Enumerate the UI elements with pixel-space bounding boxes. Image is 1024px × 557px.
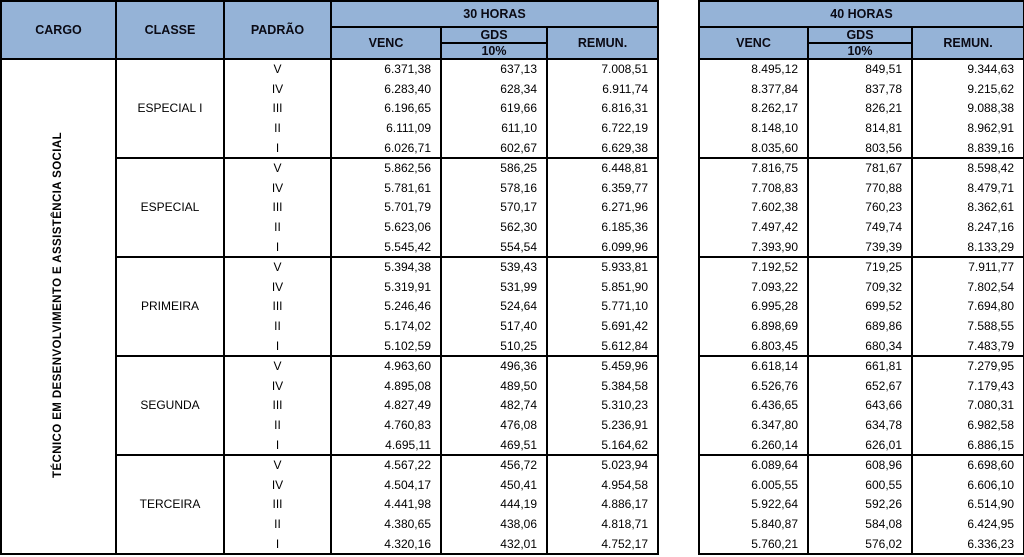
venc-40-cell: 6.436,65 xyxy=(699,396,808,416)
remun-30-cell: 6.629,38 xyxy=(547,138,658,158)
table-row xyxy=(699,59,1024,79)
remun-30-cell: 5.851,90 xyxy=(547,277,658,297)
venc-40-cell: 6.995,28 xyxy=(699,297,808,317)
gds-30-cell: 586,25 xyxy=(441,158,547,178)
header-30-gds: GDS xyxy=(441,27,547,43)
gds-30-cell: 554,54 xyxy=(441,237,547,257)
classe-cell: TERCEIRA xyxy=(116,455,224,554)
gds-40-cell: 803,56 xyxy=(808,138,912,158)
table-row xyxy=(699,297,1024,317)
venc-30-cell: 5.394,38 xyxy=(331,257,441,277)
padrao-cell: III xyxy=(224,396,331,416)
header-classe: CLASSE xyxy=(116,1,224,59)
remun-30-cell: 5.691,42 xyxy=(547,316,658,336)
padrao-cell: I xyxy=(224,138,331,158)
remun-40-cell: 6.982,58 xyxy=(912,415,1024,435)
venc-30-cell: 5.623,06 xyxy=(331,217,441,237)
table-row xyxy=(699,277,1024,297)
table-row xyxy=(699,356,1024,376)
remun-30-cell: 7.008,51 xyxy=(547,59,658,79)
venc-40-cell: 8.035,60 xyxy=(699,138,808,158)
table-row xyxy=(699,79,1024,99)
venc-40-cell: 6.347,80 xyxy=(699,415,808,435)
gds-30-cell: 562,30 xyxy=(441,217,547,237)
remun-40-cell: 8.962,91 xyxy=(912,118,1024,138)
padrao-cell: I xyxy=(224,237,331,257)
remun-40-cell: 6.606,10 xyxy=(912,475,1024,495)
table-row xyxy=(699,495,1024,515)
gds-30-cell: 444,19 xyxy=(441,495,547,515)
gds-30-cell: 611,10 xyxy=(441,118,547,138)
remun-30-cell: 6.359,77 xyxy=(547,178,658,198)
remun-40-cell: 9.088,38 xyxy=(912,99,1024,119)
table-row xyxy=(699,198,1024,218)
venc-40-cell: 6.618,14 xyxy=(699,356,808,376)
gds-40-cell: 837,78 xyxy=(808,79,912,99)
gds-40-cell: 634,78 xyxy=(808,415,912,435)
salary-table-40h xyxy=(698,0,1024,555)
venc-40-cell: 6.005,55 xyxy=(699,475,808,495)
gds-30-cell: 469,51 xyxy=(441,435,547,455)
remun-30-cell: 4.886,17 xyxy=(547,495,658,515)
classe-cell: SEGUNDA xyxy=(116,356,224,455)
table-row xyxy=(699,237,1024,257)
venc-30-cell: 6.111,09 xyxy=(331,118,441,138)
venc-30-cell: 6.026,71 xyxy=(331,138,441,158)
remun-40-cell: 9.344,63 xyxy=(912,59,1024,79)
classe-cell: ESPECIAL xyxy=(116,158,224,257)
venc-40-cell: 8.495,12 xyxy=(699,59,808,79)
gds-40-cell: 680,34 xyxy=(808,336,912,356)
table-row xyxy=(699,475,1024,495)
gds-30-cell: 637,13 xyxy=(441,59,547,79)
header-40-gds-pct: 10% xyxy=(808,43,912,59)
venc-30-cell: 5.246,46 xyxy=(331,297,441,317)
venc-40-cell: 8.377,84 xyxy=(699,79,808,99)
remun-40-cell: 8.247,16 xyxy=(912,217,1024,237)
venc-40-cell: 5.922,64 xyxy=(699,495,808,515)
gds-30-cell: 482,74 xyxy=(441,396,547,416)
table-row xyxy=(699,435,1024,455)
header-40-remun: REMUN. xyxy=(912,27,1024,59)
remun-30-cell: 6.185,36 xyxy=(547,217,658,237)
remun-30-cell: 6.722,19 xyxy=(547,118,658,138)
venc-40-cell: 8.262,17 xyxy=(699,99,808,119)
padrao-cell: IV xyxy=(224,178,331,198)
header-30-venc: VENC xyxy=(331,27,441,59)
venc-40-cell: 7.192,52 xyxy=(699,257,808,277)
remun-40-cell: 6.514,90 xyxy=(912,495,1024,515)
remun-40-cell: 6.698,60 xyxy=(912,455,1024,475)
venc-40-cell: 7.497,42 xyxy=(699,217,808,237)
table-row xyxy=(699,336,1024,356)
remun-40-cell: 6.336,23 xyxy=(912,534,1024,554)
remun-40-cell: 8.362,61 xyxy=(912,198,1024,218)
remun-40-cell: 7.179,43 xyxy=(912,376,1024,396)
gds-40-cell: 826,21 xyxy=(808,99,912,119)
venc-40-cell: 5.840,87 xyxy=(699,514,808,534)
remun-40-cell: 6.424,95 xyxy=(912,514,1024,534)
venc-40-cell: 6.089,64 xyxy=(699,455,808,475)
remun-30-cell: 5.771,10 xyxy=(547,297,658,317)
padrao-cell: III xyxy=(224,297,331,317)
padrao-cell: IV xyxy=(224,79,331,99)
table-row xyxy=(699,534,1024,554)
padrao-cell: V xyxy=(224,59,331,79)
venc-40-cell: 7.816,75 xyxy=(699,158,808,178)
venc-30-cell: 6.371,38 xyxy=(331,59,441,79)
cargo-cell xyxy=(1,59,116,554)
padrao-cell: IV xyxy=(224,475,331,495)
padrao-cell: III xyxy=(224,495,331,515)
table-row xyxy=(699,396,1024,416)
gds-30-cell: 524,64 xyxy=(441,297,547,317)
gds-40-cell: 739,39 xyxy=(808,237,912,257)
header-40-horas: 40 HORAS xyxy=(699,1,1024,27)
padrao-cell: V xyxy=(224,257,331,277)
padrao-cell: I xyxy=(224,336,331,356)
remun-30-cell: 5.023,94 xyxy=(547,455,658,475)
header-30-horas: 30 HORAS xyxy=(331,1,658,27)
gds-30-cell: 438,06 xyxy=(441,514,547,534)
remun-40-cell: 8.133,29 xyxy=(912,237,1024,257)
table-row xyxy=(699,376,1024,396)
padrao-cell: I xyxy=(224,534,331,554)
venc-30-cell: 4.320,16 xyxy=(331,534,441,554)
venc-40-cell: 7.708,83 xyxy=(699,178,808,198)
padrao-cell: IV xyxy=(224,277,331,297)
gds-40-cell: 689,86 xyxy=(808,316,912,336)
table-row xyxy=(699,455,1024,475)
gds-30-cell: 510,25 xyxy=(441,336,547,356)
remun-40-cell: 7.911,77 xyxy=(912,257,1024,277)
venc-30-cell: 4.895,08 xyxy=(331,376,441,396)
gds-40-cell: 592,26 xyxy=(808,495,912,515)
header-40-venc: VENC xyxy=(699,27,808,59)
gds-30-cell: 619,66 xyxy=(441,99,547,119)
cargo-label: TÉCNICO EM DESENVOLVIMENTO E ASSISTÊNCIA SOCIAL xyxy=(51,131,64,478)
venc-30-cell: 4.441,98 xyxy=(331,495,441,515)
table-row xyxy=(699,178,1024,198)
remun-40-cell: 7.483,79 xyxy=(912,336,1024,356)
gds-40-cell: 643,66 xyxy=(808,396,912,416)
venc-30-cell: 4.567,22 xyxy=(331,455,441,475)
gds-30-cell: 628,34 xyxy=(441,79,547,99)
table-row xyxy=(699,415,1024,435)
gds-40-cell: 626,01 xyxy=(808,435,912,455)
gds-40-cell: 600,55 xyxy=(808,475,912,495)
gds-30-cell: 432,01 xyxy=(441,534,547,554)
gds-30-cell: 570,17 xyxy=(441,198,547,218)
classe-cell: PRIMEIRA xyxy=(116,257,224,356)
venc-30-cell: 5.781,61 xyxy=(331,178,441,198)
remun-30-cell: 6.448,81 xyxy=(547,158,658,178)
venc-30-cell: 5.174,02 xyxy=(331,316,441,336)
table-row xyxy=(699,514,1024,534)
venc-30-cell: 6.283,40 xyxy=(331,79,441,99)
header-30-remun: REMUN. xyxy=(547,27,658,59)
table-30-body xyxy=(1,59,658,554)
venc-40-cell: 6.526,76 xyxy=(699,376,808,396)
remun-30-cell: 5.164,62 xyxy=(547,435,658,455)
remun-30-cell: 5.384,58 xyxy=(547,376,658,396)
header-padrao: PADRÃO xyxy=(224,1,331,59)
gds-40-cell: 709,32 xyxy=(808,277,912,297)
table-row xyxy=(699,316,1024,336)
gds-30-cell: 531,99 xyxy=(441,277,547,297)
venc-30-cell: 4.504,17 xyxy=(331,475,441,495)
gds-40-cell: 849,51 xyxy=(808,59,912,79)
gds-30-cell: 578,16 xyxy=(441,178,547,198)
remun-40-cell: 6.886,15 xyxy=(912,435,1024,455)
remun-40-cell: 8.479,71 xyxy=(912,178,1024,198)
padrao-cell: I xyxy=(224,435,331,455)
table-row xyxy=(699,217,1024,237)
padrao-cell: III xyxy=(224,198,331,218)
padrao-cell: V xyxy=(224,356,331,376)
venc-30-cell: 5.701,79 xyxy=(331,198,441,218)
gds-40-cell: 770,88 xyxy=(808,178,912,198)
padrao-cell: V xyxy=(224,158,331,178)
gds-40-cell: 576,02 xyxy=(808,534,912,554)
gds-40-cell: 814,81 xyxy=(808,118,912,138)
table-row xyxy=(1,59,658,79)
padrao-cell: III xyxy=(224,99,331,119)
table-row xyxy=(699,158,1024,178)
venc-40-cell: 7.393,90 xyxy=(699,237,808,257)
remun-30-cell: 6.911,74 xyxy=(547,79,658,99)
venc-30-cell: 5.545,42 xyxy=(331,237,441,257)
gds-30-cell: 496,36 xyxy=(441,356,547,376)
padrao-cell: II xyxy=(224,415,331,435)
gds-30-cell: 489,50 xyxy=(441,376,547,396)
padrao-cell: II xyxy=(224,118,331,138)
remun-30-cell: 6.816,31 xyxy=(547,99,658,119)
venc-30-cell: 6.196,65 xyxy=(331,99,441,119)
remun-40-cell: 8.598,42 xyxy=(912,158,1024,178)
venc-40-cell: 6.260,14 xyxy=(699,435,808,455)
remun-30-cell: 6.271,96 xyxy=(547,198,658,218)
padrao-cell: IV xyxy=(224,376,331,396)
gds-30-cell: 450,41 xyxy=(441,475,547,495)
table-row xyxy=(699,257,1024,277)
padrao-cell: II xyxy=(224,217,331,237)
padrao-cell: V xyxy=(224,455,331,475)
remun-40-cell: 7.694,80 xyxy=(912,297,1024,317)
venc-30-cell: 4.760,83 xyxy=(331,415,441,435)
venc-30-cell: 4.963,60 xyxy=(331,356,441,376)
gds-40-cell: 699,52 xyxy=(808,297,912,317)
remun-40-cell: 8.839,16 xyxy=(912,138,1024,158)
remun-40-cell: 7.279,95 xyxy=(912,356,1024,376)
venc-30-cell: 5.102,59 xyxy=(331,336,441,356)
table-row xyxy=(699,138,1024,158)
venc-30-cell: 4.380,65 xyxy=(331,514,441,534)
gds-30-cell: 539,43 xyxy=(441,257,547,277)
gds-40-cell: 760,23 xyxy=(808,198,912,218)
remun-40-cell: 9.215,62 xyxy=(912,79,1024,99)
remun-30-cell: 6.099,96 xyxy=(547,237,658,257)
classe-cell: ESPECIAL I xyxy=(116,59,224,158)
remun-30-cell: 4.818,71 xyxy=(547,514,658,534)
remun-30-cell: 5.933,81 xyxy=(547,257,658,277)
venc-40-cell: 8.148,10 xyxy=(699,118,808,138)
venc-40-cell: 7.093,22 xyxy=(699,277,808,297)
table-40-header xyxy=(699,1,1024,59)
venc-40-cell: 6.803,45 xyxy=(699,336,808,356)
table-row xyxy=(699,99,1024,119)
header-40-gds: GDS xyxy=(808,27,912,43)
remun-40-cell: 7.588,55 xyxy=(912,316,1024,336)
gds-40-cell: 652,67 xyxy=(808,376,912,396)
gds-30-cell: 456,72 xyxy=(441,455,547,475)
gds-40-cell: 584,08 xyxy=(808,514,912,534)
remun-30-cell: 5.236,91 xyxy=(547,415,658,435)
table-40-body xyxy=(699,59,1024,554)
remun-30-cell: 4.954,58 xyxy=(547,475,658,495)
remun-30-cell: 5.459,96 xyxy=(547,356,658,376)
padrao-cell: II xyxy=(224,514,331,534)
remun-40-cell: 7.802,54 xyxy=(912,277,1024,297)
venc-30-cell: 4.695,11 xyxy=(331,435,441,455)
table-30-header xyxy=(1,1,658,59)
venc-40-cell: 5.760,21 xyxy=(699,534,808,554)
remun-30-cell: 5.310,23 xyxy=(547,396,658,416)
venc-30-cell: 5.319,91 xyxy=(331,277,441,297)
venc-30-cell: 4.827,49 xyxy=(331,396,441,416)
gds-40-cell: 608,96 xyxy=(808,455,912,475)
gds-30-cell: 602,67 xyxy=(441,138,547,158)
header-cargo: CARGO xyxy=(1,1,116,59)
remun-30-cell: 5.612,84 xyxy=(547,336,658,356)
gds-40-cell: 749,74 xyxy=(808,217,912,237)
gds-40-cell: 661,81 xyxy=(808,356,912,376)
padrao-cell: II xyxy=(224,316,331,336)
venc-40-cell: 6.898,69 xyxy=(699,316,808,336)
venc-30-cell: 5.862,56 xyxy=(331,158,441,178)
venc-40-cell: 7.602,38 xyxy=(699,198,808,218)
gds-30-cell: 476,08 xyxy=(441,415,547,435)
remun-30-cell: 4.752,17 xyxy=(547,534,658,554)
gds-40-cell: 781,67 xyxy=(808,158,912,178)
gds-30-cell: 517,40 xyxy=(441,316,547,336)
table-row xyxy=(699,118,1024,138)
gds-40-cell: 719,25 xyxy=(808,257,912,277)
remun-40-cell: 7.080,31 xyxy=(912,396,1024,416)
header-30-gds-pct: 10% xyxy=(441,43,547,59)
